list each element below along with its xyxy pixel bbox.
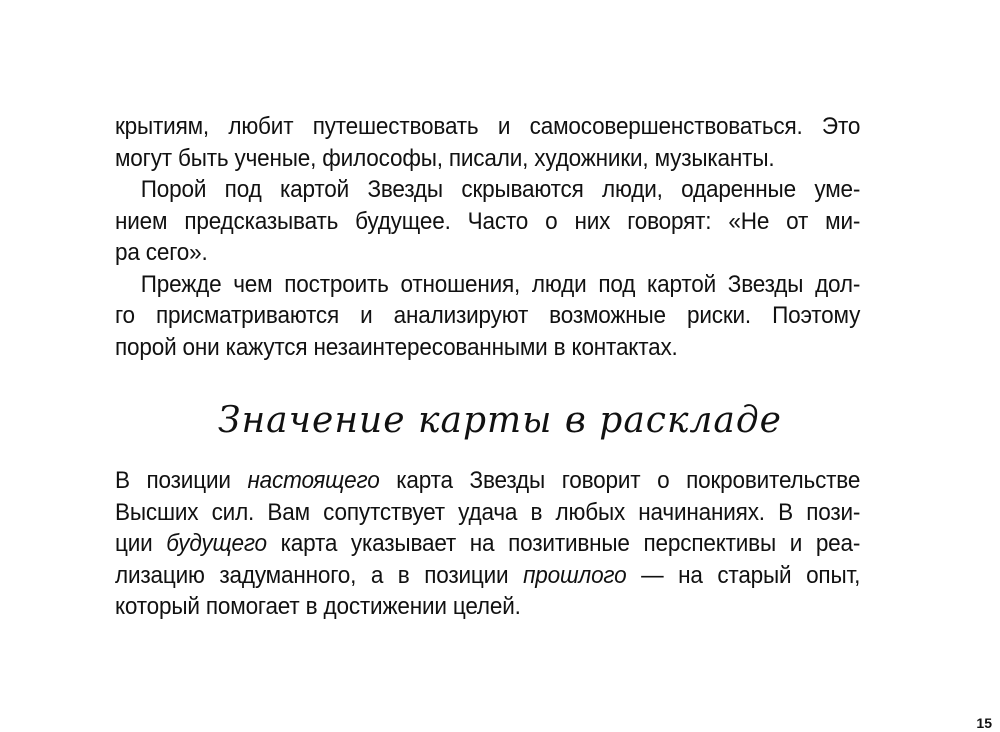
text-line: могут быть ученые, философы, писали, художники, музыканты. xyxy=(115,144,775,172)
text-line: Высших сил. Вам сопутствует удача в любых начинаниях. В пози- xyxy=(115,498,861,526)
text-run: лизацию задуманного, а в позиции xyxy=(115,561,524,589)
text-run: — на старый опыт, xyxy=(626,561,861,589)
text-line: который помогает в достижении целей. xyxy=(115,593,521,620)
text-line xyxy=(115,528,860,560)
text-line xyxy=(115,560,860,592)
emphasis-future: будущего xyxy=(166,530,267,557)
text-line: Порой под картой Звезды скрываются люди, одаренные уме- xyxy=(140,176,861,203)
text-run: В позиции xyxy=(115,467,248,494)
emphasis-present: настоящего xyxy=(247,467,380,494)
text-line xyxy=(115,465,860,497)
emphasis-past: прошлого xyxy=(523,561,627,589)
text-run: ции xyxy=(115,530,167,557)
text-line: крытиям, любит путешествовать и самосовершенствоваться. Это xyxy=(115,113,861,140)
text-line: ра сего». xyxy=(115,239,208,266)
section-heading: Значение карты в раскладе xyxy=(218,400,782,441)
text-line: порой они кажутся незаинтересованными в контактах. xyxy=(115,333,678,361)
text-line: нием предсказывать будущее. Часто о них говорят: «Не от ми- xyxy=(115,207,861,235)
text-line: го присматриваются и анализируют возможные риски. Поэтому xyxy=(115,302,861,329)
text-line: Прежде чем построить отношения, люди под картой Звезды дол- xyxy=(140,270,861,298)
text-run: карта Звезды говорит о покровительстве xyxy=(379,467,861,494)
body-text-bottom xyxy=(115,465,860,623)
text-run: карта указывает на позитивные перспективы и реа- xyxy=(266,530,861,557)
body-text-top xyxy=(115,111,860,363)
page-number: 15 xyxy=(976,715,992,731)
